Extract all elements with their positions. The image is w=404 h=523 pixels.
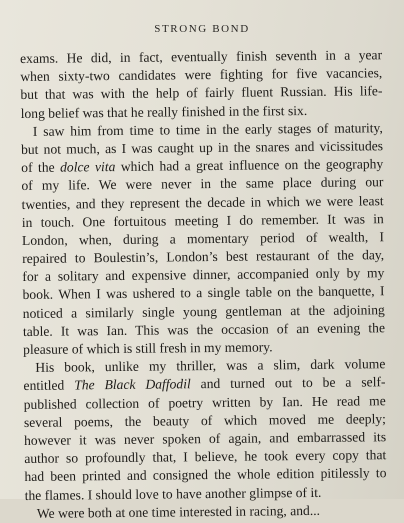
text-line: for a solitary and expensive dinner, accompanied only by my <box>22 265 385 285</box>
text-line: but that was with the help of fairly fluent Russian. His life- <box>20 83 383 103</box>
text-line: when sixty-two candidates were fighting for five vacancies, <box>20 65 383 85</box>
text-line: pleasure of which is still fresh in my memory. <box>23 339 273 357</box>
italic-phrase: dolce vita <box>60 159 116 175</box>
running-head: STRONG BOND <box>154 23 250 35</box>
text-line: entitled The Black Daffodil and turned out to be a self- <box>23 374 386 394</box>
text-line: His book, unlike my thriller, was a slim, dark volume <box>35 356 386 376</box>
text-line: twenties, and they represent the decade in which we were least <box>21 192 384 212</box>
text-line: of my life. We were never in the same place during our <box>21 174 384 194</box>
text-line: had been printed and consigned the whole edition pitilessly to <box>24 465 387 485</box>
text-line: author so profoundly that, I believe, he took every copy that <box>24 447 387 467</box>
text-line: published collection of poetry written by Ian. He read me <box>23 392 386 412</box>
text-line-partial: We were both at one time interested in racing, and... <box>36 502 321 521</box>
text-line: however it was never spoken of again, and embarrassed its <box>24 429 387 448</box>
text-line: London, when, during a momentary period of wealth, I <box>21 229 385 248</box>
text-line: exams. He did, in fact, eventually finish seventh in a year <box>20 47 383 66</box>
text-line: table. It was Ian. This was the occasion of an evening the <box>22 320 386 339</box>
text-line: I saw him from time to time in the early stages of maturity, <box>32 119 383 139</box>
text-line: book. When I was ushered to a single table on the banquette, I <box>22 283 385 303</box>
text-line: of the dolce vita which had a great influence on the geography <box>21 156 384 176</box>
text-line: long belief was that he really finished in the first six. <box>20 102 308 121</box>
text-line: repaired to Boulestin’s, London’s best restaurant of the day, <box>22 247 385 267</box>
text-line: but not much, as I was caught up in the snares and vicissitudes <box>20 138 384 157</box>
text-line: noticed a similarly single young gentleman at the adjoining <box>22 301 385 321</box>
body-text <box>20 46 387 521</box>
book-title: The Black Daffodil <box>74 376 191 393</box>
text-line: the flames. I should love to have another glimpse of it. <box>24 484 322 503</box>
text-line: several poems, the beauty of which moved me deeply; <box>23 410 386 430</box>
text-line: in touch. One fortuitous meeting I do remember. It was in <box>21 210 384 230</box>
